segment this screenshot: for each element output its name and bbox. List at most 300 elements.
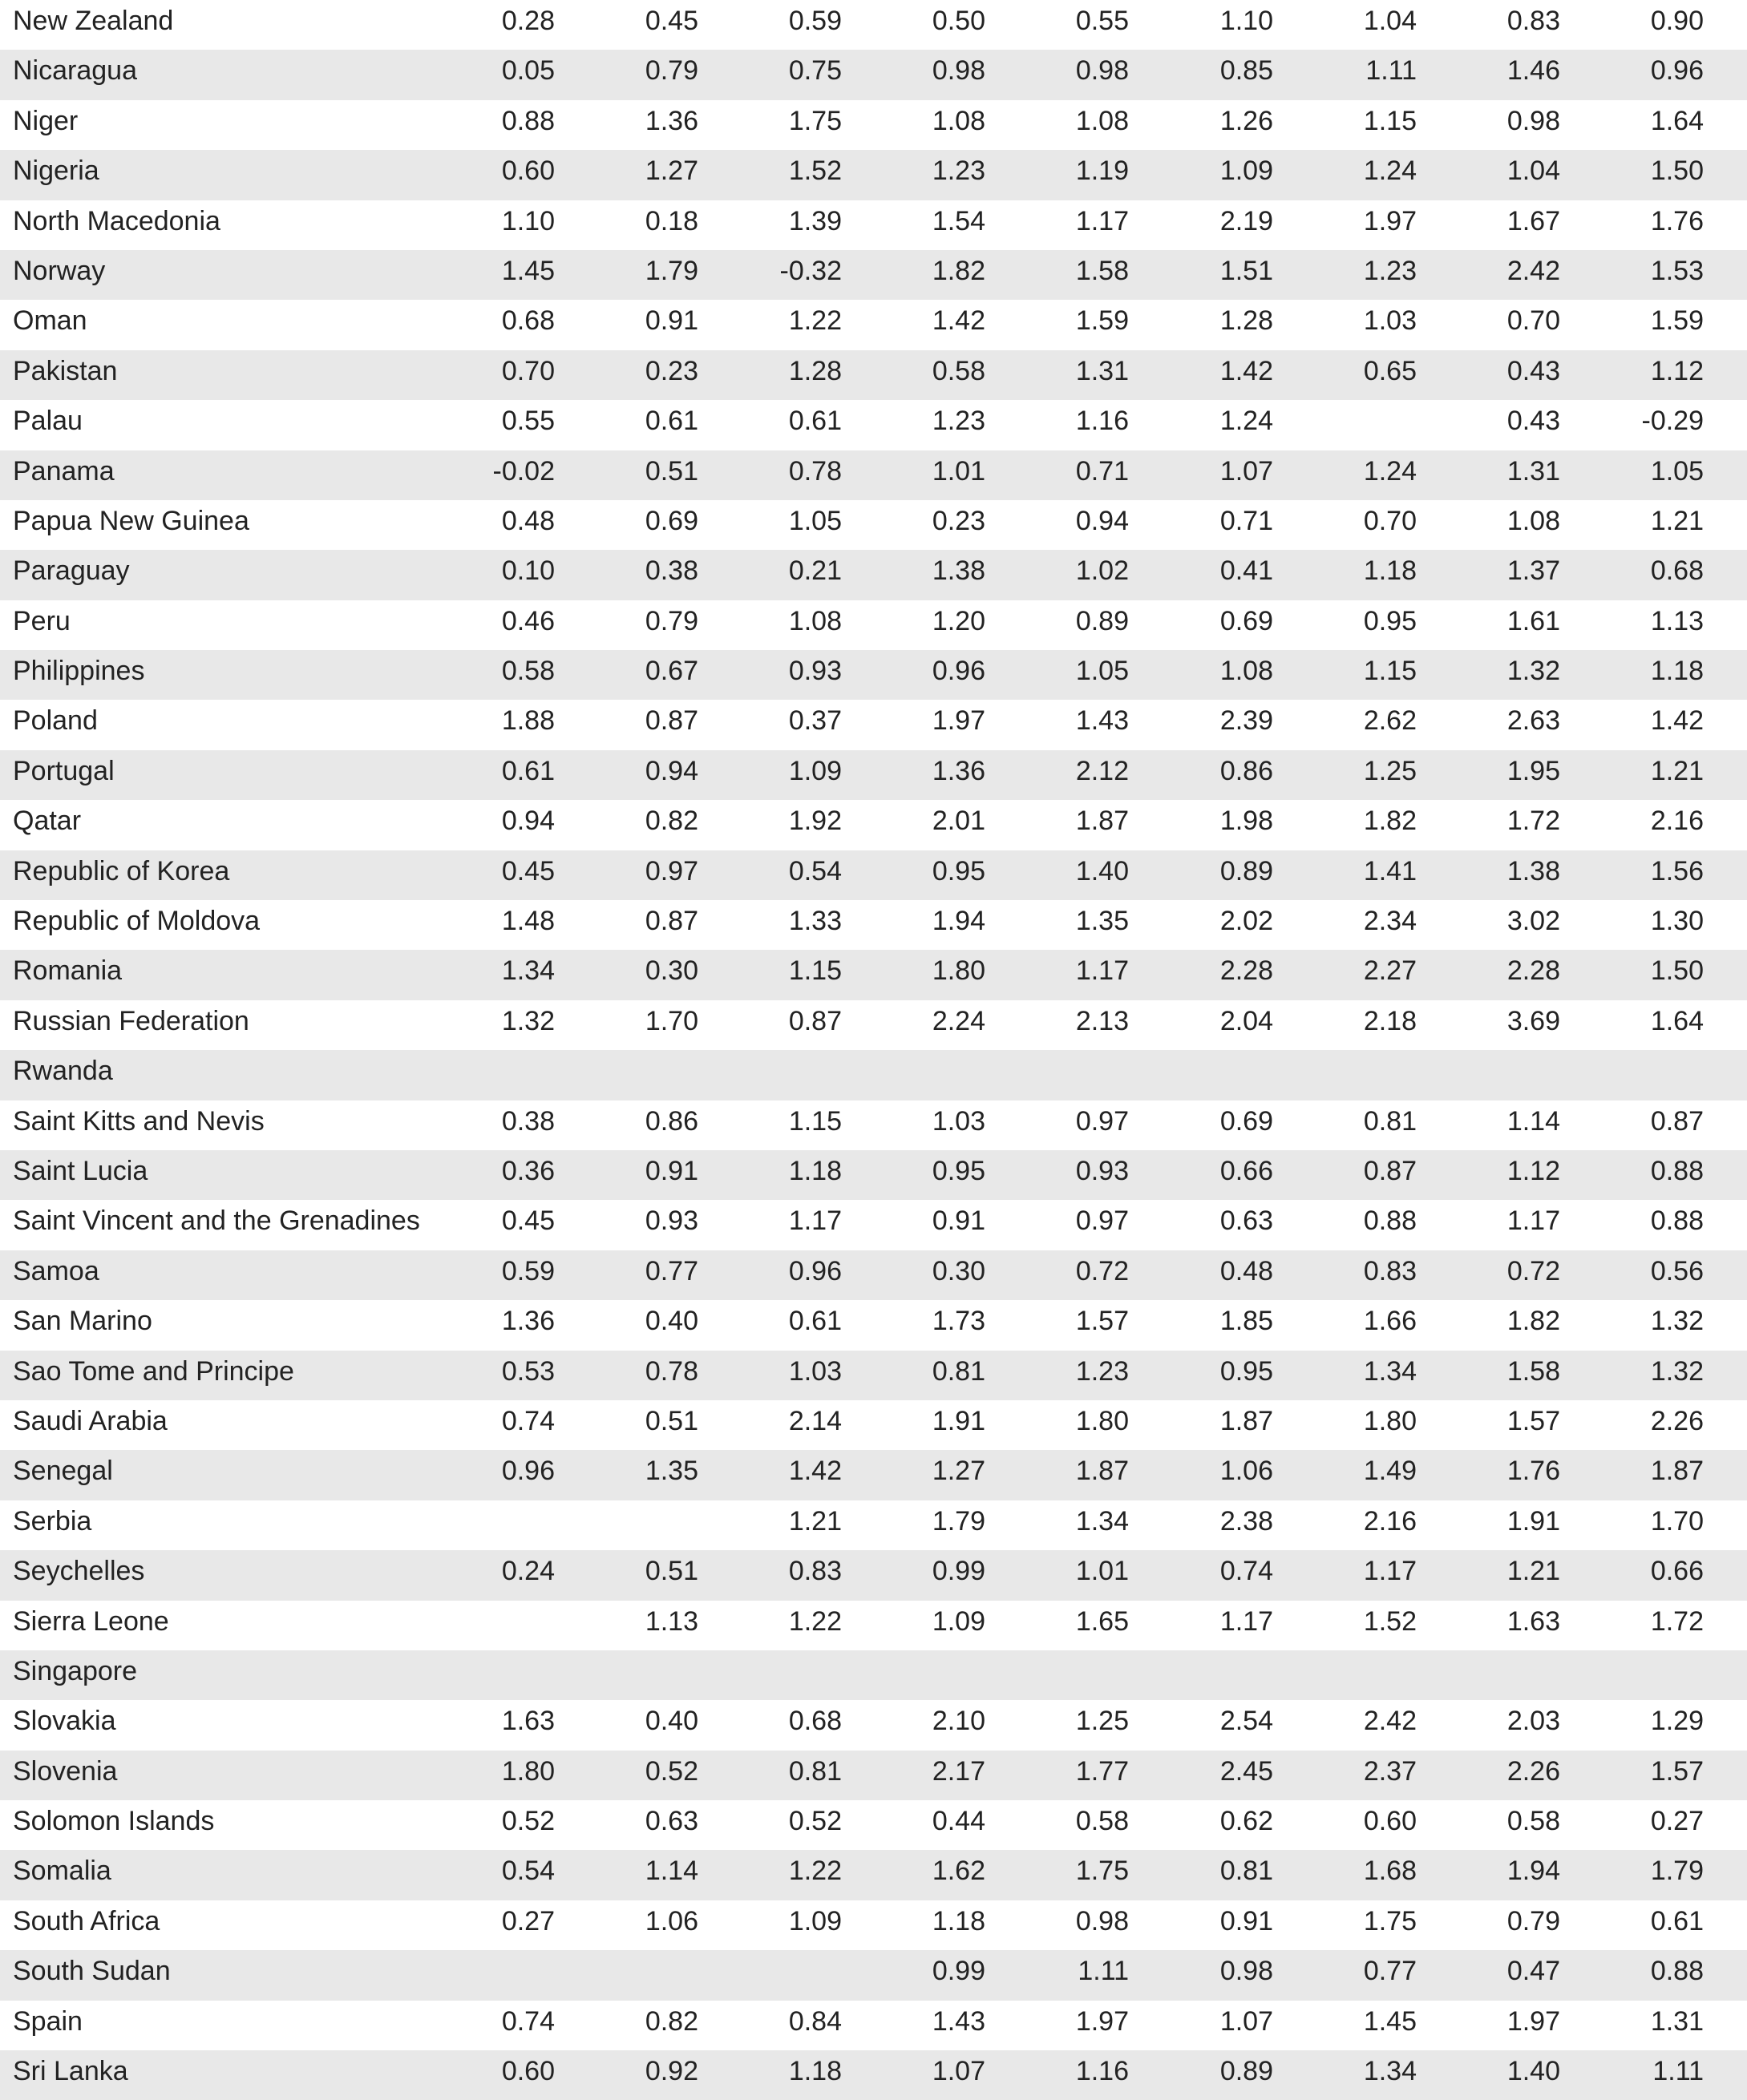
table-row: [0, 750, 1747, 800]
table-cell-value: 1.70: [645, 1005, 698, 1036]
country-name: North Macedonia: [13, 205, 220, 236]
table-row: [0, 350, 1747, 400]
table-row: [0, 500, 1747, 550]
table-cell-value: 2.28: [1219, 955, 1273, 987]
table-cell-value: 1.63: [1506, 1605, 1560, 1637]
table-cell-value: 1.09: [1219, 155, 1273, 187]
table-cell-value: 0.69: [1219, 605, 1273, 636]
table-cell-value: 0.51: [645, 1405, 698, 1436]
table-cell-value: 0.87: [645, 705, 698, 737]
table-cell-value: [738, 1950, 842, 2000]
table-cell-value: 0.97: [1075, 1105, 1129, 1137]
table-cell-value: 0.52: [788, 1806, 842, 1837]
table-cell-value: 0.79: [645, 605, 698, 636]
table-row: [0, 2050, 1747, 2100]
country-name: Slovakia: [13, 1706, 116, 1737]
table-cell-value: 0.87: [1650, 1105, 1704, 1137]
table-cell-value: 0.81: [1219, 1856, 1273, 1887]
table-cell-value: 1.97: [932, 705, 985, 737]
table-cell-value: 1.54: [932, 205, 985, 236]
table-cell-value: 1.12: [1506, 1155, 1560, 1186]
table-cell-value: 1.97: [1075, 2005, 1129, 2037]
table-cell-value: 1.75: [1363, 1905, 1417, 1936]
table-cell-value: 0.88: [1650, 1205, 1704, 1237]
table-cell-value: 1.94: [932, 906, 985, 937]
table-cell-value: 1.87: [1075, 1456, 1129, 1487]
table-cell-value: 1.16: [1075, 406, 1129, 437]
country-name: Rwanda: [13, 1056, 113, 1087]
table-cell-value: 1.65: [1075, 1605, 1129, 1637]
table-row: [0, 1100, 1747, 1150]
table-cell-value: 0.05: [501, 55, 555, 87]
table-cell-value: 1.22: [788, 305, 842, 337]
table-cell-value: 0.81: [788, 1755, 842, 1787]
table-cell-value: 1.66: [1363, 1306, 1417, 1337]
table-cell-value: 0.21: [788, 555, 842, 587]
country-name: Saint Lucia: [13, 1155, 148, 1186]
table-cell-value: 0.56: [1650, 1255, 1704, 1286]
table-cell-value: 0.36: [501, 1155, 555, 1186]
table-cell-value: 0.30: [645, 955, 698, 987]
table-cell-value: 0.47: [1506, 1956, 1560, 1987]
table-cell-value: 1.04: [1506, 155, 1560, 187]
table-cell-value: 1.49: [1363, 1456, 1417, 1487]
country-name: Philippines: [13, 656, 145, 687]
table-cell-value: 0.40: [645, 1706, 698, 1737]
table-cell-value: [1169, 1050, 1273, 1100]
table-cell-value: 1.31: [1506, 455, 1560, 487]
table-cell-value: 1.31: [1075, 355, 1129, 386]
table-cell-value: 1.23: [1363, 255, 1417, 286]
table-cell-value: [1456, 1050, 1560, 1100]
table-cell-value: 1.05: [1650, 455, 1704, 487]
table-cell-value: 1.43: [1075, 705, 1129, 737]
table-cell-value: 2.10: [932, 1706, 985, 1737]
table-cell-value: 1.75: [1075, 1856, 1129, 1887]
table-row: [0, 1550, 1747, 1600]
table-cell-value: 0.18: [645, 205, 698, 236]
table-cell-value: 0.44: [932, 1806, 985, 1837]
table-cell-value: 1.18: [788, 2056, 842, 2087]
table-cell-value: [1312, 400, 1417, 450]
table-cell-value: 0.97: [645, 855, 698, 886]
table-cell-value: 0.50: [932, 6, 985, 36]
table-cell-value: 2.34: [1363, 906, 1417, 937]
table-cell-value: 2.02: [1219, 906, 1273, 937]
table-cell-value: 2.04: [1219, 1005, 1273, 1036]
table-cell-value: 2.16: [1650, 806, 1704, 837]
table-cell-value: 0.45: [501, 1205, 555, 1237]
table-cell-value: 1.41: [1363, 855, 1417, 886]
table-cell-value: 0.98: [1506, 105, 1560, 136]
table-cell-value: 1.43: [932, 2005, 985, 2037]
table-row: [0, 1700, 1747, 1750]
table-cell-value: 1.42: [1219, 355, 1273, 386]
table-cell-value: 0.28: [501, 6, 555, 36]
table-cell-value: 0.91: [1219, 1905, 1273, 1936]
table-cell-value: 0.78: [645, 1355, 698, 1387]
country-name: Republic of Moldova: [13, 906, 261, 937]
table-cell-value: 1.48: [501, 906, 555, 937]
table-row: [0, 150, 1747, 200]
table-cell-value: [1312, 1650, 1417, 1700]
table-cell-value: 0.74: [501, 1405, 555, 1436]
table-cell-value: 0.96: [932, 656, 985, 687]
table-cell-value: 0.69: [1219, 1105, 1273, 1137]
table-cell-value: 0.83: [1506, 6, 1560, 36]
country-name: Palau: [13, 406, 83, 437]
table-cell-value: 0.61: [501, 755, 555, 786]
table-cell-value: 1.20: [932, 605, 985, 636]
table-cell-value: [594, 1500, 698, 1550]
table-cell-value: 1.59: [1650, 305, 1704, 337]
table-cell-value: 1.34: [1363, 1355, 1417, 1387]
table-cell-value: 1.38: [932, 555, 985, 587]
table-cell-value: 1.79: [1650, 1856, 1704, 1887]
table-cell-value: 1.06: [645, 1905, 698, 1936]
table-cell-value: 0.71: [1075, 455, 1129, 487]
table-row: [0, 1400, 1747, 1450]
table-cell-value: 0.94: [1075, 505, 1129, 536]
table-cell-value: 1.08: [932, 105, 985, 136]
table-row: [0, 1200, 1747, 1250]
table-cell-value: 0.95: [932, 1155, 985, 1186]
country-name: Samoa: [13, 1255, 99, 1286]
table-cell-value: 1.14: [645, 1856, 698, 1887]
table-cell-value: 0.63: [645, 1806, 698, 1837]
table-cell-value: 2.42: [1363, 1706, 1417, 1737]
table-cell-value: 0.61: [788, 406, 842, 437]
table-cell-value: 1.35: [645, 1456, 698, 1487]
table-cell-value: 1.02: [1075, 555, 1129, 587]
table-cell-value: 0.75: [788, 55, 842, 87]
table-cell-value: 0.46: [501, 605, 555, 636]
table-cell-value: 0.83: [1363, 1255, 1417, 1286]
table-cell-value: 1.01: [932, 455, 985, 487]
country-name: Nigeria: [13, 155, 99, 187]
table-cell-value: 0.61: [1650, 1905, 1704, 1936]
table-cell-value: 0.59: [501, 1255, 555, 1286]
table-cell-value: 0.67: [645, 656, 698, 687]
country-name: New Zealand: [13, 6, 174, 36]
table-cell-value: 0.89: [1219, 855, 1273, 886]
table-cell-value: 0.98: [1075, 55, 1129, 87]
table-cell-value: [1169, 1650, 1273, 1700]
country-name: Singapore: [13, 1655, 138, 1686]
table-cell-value: 0.98: [932, 55, 985, 87]
table-cell-value: 0.79: [1506, 1905, 1560, 1936]
table-row: [0, 1601, 1747, 1650]
table-cell-value: [451, 1050, 555, 1100]
table-row: [0, 400, 1747, 450]
table-cell-value: [738, 1650, 842, 1700]
table-cell-value: 0.77: [1363, 1956, 1417, 1987]
table-cell-value: 0.88: [1650, 1155, 1704, 1186]
table-row: [0, 200, 1747, 250]
table-cell-value: 0.95: [932, 855, 985, 886]
table-cell-value: 0.99: [932, 1556, 985, 1587]
table-row: [0, 300, 1747, 349]
table-cell-value: 1.28: [788, 355, 842, 386]
table-cell-value: 1.76: [1650, 205, 1704, 236]
country-name: Peru: [13, 605, 71, 636]
table-cell-value: 0.91: [645, 1155, 698, 1186]
table-cell-value: 1.17: [1363, 1556, 1417, 1587]
table-cell-value: 1.36: [645, 105, 698, 136]
country-name: Norway: [13, 255, 106, 286]
table-cell-value: 1.31: [1650, 2005, 1704, 2037]
table-cell-value: 0.93: [788, 656, 842, 687]
table-cell-value: 1.09: [788, 755, 842, 786]
table-cell-value: 0.85: [1219, 55, 1273, 87]
table-cell-value: 0.70: [1506, 305, 1560, 337]
table-row: [0, 1800, 1747, 1850]
country-name: Qatar: [13, 806, 82, 837]
table-cell-value: 0.62: [1219, 1806, 1273, 1837]
table-cell-value: 0.38: [501, 1105, 555, 1137]
table-cell-value: [451, 1650, 555, 1700]
table-cell-value: 1.17: [1219, 1605, 1273, 1637]
table-row: [0, 50, 1747, 99]
table-cell-value: 0.82: [645, 806, 698, 837]
country-name: Sao Tome and Principe: [13, 1355, 294, 1387]
table-cell-value: 0.63: [1219, 1205, 1273, 1237]
table-cell-value: 1.88: [501, 705, 555, 737]
table-cell-value: 1.98: [1219, 806, 1273, 837]
table-cell-value: 1.80: [1363, 1405, 1417, 1436]
table-cell-value: 1.57: [1650, 1755, 1704, 1787]
table-cell-value: 1.30: [1650, 906, 1704, 937]
table-cell-value: 1.61: [1506, 605, 1560, 636]
table-cell-value: 0.66: [1219, 1155, 1273, 1186]
table-cell-value: 1.32: [1650, 1355, 1704, 1387]
table-cell-value: 0.95: [1363, 605, 1417, 636]
table-cell-value: 1.63: [501, 1706, 555, 1737]
table-cell-value: 2.45: [1219, 1755, 1273, 1787]
table-cell-value: 1.37: [1506, 555, 1560, 587]
table-cell-value: 1.36: [932, 755, 985, 786]
table-cell-value: 0.60: [501, 2056, 555, 2087]
table-cell-value: 0.58: [501, 656, 555, 687]
table-cell-value: 1.70: [1650, 1505, 1704, 1537]
table-cell-value: 0.53: [501, 1355, 555, 1387]
table-cell-value: 0.78: [788, 455, 842, 487]
table-cell-value: 0.94: [501, 806, 555, 837]
table-cell-value: 1.32: [1650, 1306, 1704, 1337]
table-cell-value: 0.91: [645, 305, 698, 337]
table-cell-value: 0.87: [1363, 1155, 1417, 1186]
table-cell-value: 0.74: [1219, 1556, 1273, 1587]
table-row: [0, 850, 1747, 900]
table-cell-value: 3.69: [1506, 1005, 1560, 1036]
table-cell-value: 0.68: [1650, 555, 1704, 587]
table-row: [0, 1900, 1747, 1950]
table-cell-value: 1.46: [1506, 55, 1560, 87]
table-cell-value: 0.88: [1363, 1205, 1417, 1237]
table-cell-value: 0.52: [645, 1755, 698, 1787]
table-cell-value: 0.71: [1219, 505, 1273, 536]
table-cell-value: 1.10: [1219, 6, 1273, 36]
country-name: Niger: [13, 105, 79, 136]
table-cell-value: 0.68: [501, 305, 555, 337]
table-cell-value: 0.37: [788, 705, 842, 737]
table-cell-value: 0.98: [1219, 1956, 1273, 1987]
country-name: Solomon Islands: [13, 1806, 215, 1837]
country-name: Romania: [13, 955, 123, 987]
table-cell-value: 1.08: [1075, 105, 1129, 136]
table-cell-value: 1.32: [1506, 656, 1560, 687]
table-cell-value: 1.56: [1650, 855, 1704, 886]
table-cell-value: 1.32: [501, 1005, 555, 1036]
table-cell-value: 1.35: [1075, 906, 1129, 937]
country-name: Papua New Guinea: [13, 505, 249, 536]
table-cell-value: 0.84: [788, 2005, 842, 2037]
table-cell-value: 1.36: [501, 1306, 555, 1337]
table-cell-value: 2.38: [1219, 1505, 1273, 1537]
table-cell-value: 0.60: [501, 155, 555, 187]
table-cell-value: 1.05: [1075, 656, 1129, 687]
table-cell-value: 1.21: [788, 1505, 842, 1537]
table-cell-value: 0.68: [788, 1706, 842, 1737]
table-cell-value: 2.17: [932, 1755, 985, 1787]
table-cell-value: 1.62: [932, 1856, 985, 1887]
table-cell-value: 1.82: [932, 255, 985, 286]
table-cell-value: 2.19: [1219, 205, 1273, 236]
table-cell-value: 2.14: [788, 1405, 842, 1436]
table-cell-value: 1.67: [1506, 205, 1560, 236]
table-cell-value: 0.92: [645, 2056, 698, 2087]
table-cell-value: 1.91: [1506, 1505, 1560, 1537]
table-cell-value: 0.48: [501, 505, 555, 536]
table-cell-value: 1.04: [1363, 6, 1417, 36]
table-cell-value: [451, 1500, 555, 1550]
table-cell-value: 1.01: [1075, 1556, 1129, 1587]
table-cell-value: [451, 1950, 555, 2000]
table-cell-value: 1.21: [1650, 755, 1704, 786]
table-cell-value: 1.17: [1506, 1205, 1560, 1237]
table-row: [0, 1950, 1747, 2000]
table-cell-value: 1.08: [788, 605, 842, 636]
table-cell-value: 1.13: [645, 1605, 698, 1637]
table-cell-value: 1.05: [788, 505, 842, 536]
country-name: San Marino: [13, 1306, 152, 1337]
table-cell-value: 1.68: [1363, 1856, 1417, 1887]
table-cell-value: 1.38: [1506, 855, 1560, 886]
table-cell-value: 1.40: [1506, 2056, 1560, 2087]
table-cell-value: 0.40: [645, 1306, 698, 1337]
table-cell-value: 1.10: [501, 205, 555, 236]
country-name: Panama: [13, 455, 115, 487]
table-cell-value: 1.16: [1075, 2056, 1129, 2087]
table-cell-value: 0.60: [1363, 1806, 1417, 1837]
table-cell-value: 1.97: [1363, 205, 1417, 236]
table-cell-value: 2.54: [1219, 1706, 1273, 1737]
table-cell-value: 0.86: [1219, 755, 1273, 786]
table-cell-value: 1.09: [932, 1605, 985, 1637]
table-cell-value: 0.51: [645, 1556, 698, 1587]
table-cell-value: 1.03: [1363, 305, 1417, 337]
table-row: [0, 250, 1747, 300]
table-cell-value: 1.12: [1650, 355, 1704, 386]
table-cell-value: 2.42: [1506, 255, 1560, 286]
table-cell-value: 1.57: [1506, 1405, 1560, 1436]
table-cell-value: 0.59: [788, 6, 842, 36]
table-cell-value: 0.94: [645, 755, 698, 786]
table-cell-value: 1.58: [1075, 255, 1129, 286]
table-cell-value: 1.18: [1650, 656, 1704, 687]
table-cell-value: 1.82: [1363, 806, 1417, 837]
table-cell-value: 1.52: [1363, 1605, 1417, 1637]
table-row: [0, 1000, 1747, 1050]
table-cell-value: 1.27: [932, 1456, 985, 1487]
country-name: Russian Federation: [13, 1005, 249, 1036]
table-cell-value: 1.07: [1219, 455, 1273, 487]
table-cell-value: 2.37: [1363, 1755, 1417, 1787]
table-row: [0, 1650, 1747, 1700]
table-cell-value: 1.22: [788, 1605, 842, 1637]
table-cell-value: 2.12: [1075, 755, 1129, 786]
table-row: [0, 1351, 1747, 1400]
table-cell-value: [594, 1650, 698, 1700]
table-cell-value: 0.48: [1219, 1255, 1273, 1286]
table-cell-value: 1.39: [788, 205, 842, 236]
table-cell-value: 0.93: [645, 1205, 698, 1237]
table-cell-value: 1.23: [1075, 1355, 1129, 1387]
country-name: Somalia: [13, 1856, 111, 1887]
table-cell-value: 0.72: [1506, 1255, 1560, 1286]
table-cell-value: 0.58: [1075, 1806, 1129, 1837]
table-cell-value: 1.24: [1363, 455, 1417, 487]
table-cell-value: 0.97: [1075, 1205, 1129, 1237]
country-name: Saint Vincent and the Grenadines: [13, 1205, 420, 1237]
table-row: [0, 700, 1747, 749]
table-cell-value: 1.57: [1075, 1306, 1129, 1337]
table-cell-value: [594, 1950, 698, 2000]
table-cell-value: 0.58: [1506, 1806, 1560, 1837]
table-cell-value: 0.70: [1363, 505, 1417, 536]
table-cell-value: 1.95: [1506, 755, 1560, 786]
country-name: Portugal: [13, 755, 115, 786]
table-cell-value: 1.07: [932, 2056, 985, 2087]
table-cell-value: 1.13: [1650, 605, 1704, 636]
table-cell-value: 1.22: [788, 1856, 842, 1887]
table-row: [0, 800, 1747, 850]
country-name: Poland: [13, 705, 98, 737]
table-cell-value: 2.63: [1506, 705, 1560, 737]
table-cell-value: 0.69: [645, 505, 698, 536]
table-cell-value: 1.94: [1506, 1856, 1560, 1887]
table-row: [0, 600, 1747, 650]
table-cell-value: 1.17: [788, 1205, 842, 1237]
country-name: Sierra Leone: [13, 1605, 169, 1637]
table-cell-value: [1025, 1050, 1129, 1100]
table-cell-value: 1.06: [1219, 1456, 1273, 1487]
table-cell-value: 1.50: [1650, 155, 1704, 187]
table-cell-value: 1.51: [1219, 255, 1273, 286]
table-cell-value: 1.91: [932, 1405, 985, 1436]
table-cell-value: 1.27: [645, 155, 698, 187]
country-name: Senegal: [13, 1456, 113, 1487]
table-row: [0, 1150, 1747, 1200]
table-cell-value: 1.07: [1219, 2005, 1273, 2037]
table-cell-value: 1.09: [788, 1905, 842, 1936]
table-cell-value: [738, 1050, 842, 1100]
table-cell-value: 0.74: [501, 2005, 555, 2037]
table-cell-value: 1.59: [1075, 305, 1129, 337]
table-cell-value: 1.53: [1650, 255, 1704, 286]
table-cell-value: 1.42: [1650, 705, 1704, 737]
table-cell-value: 0.89: [1219, 2056, 1273, 2087]
